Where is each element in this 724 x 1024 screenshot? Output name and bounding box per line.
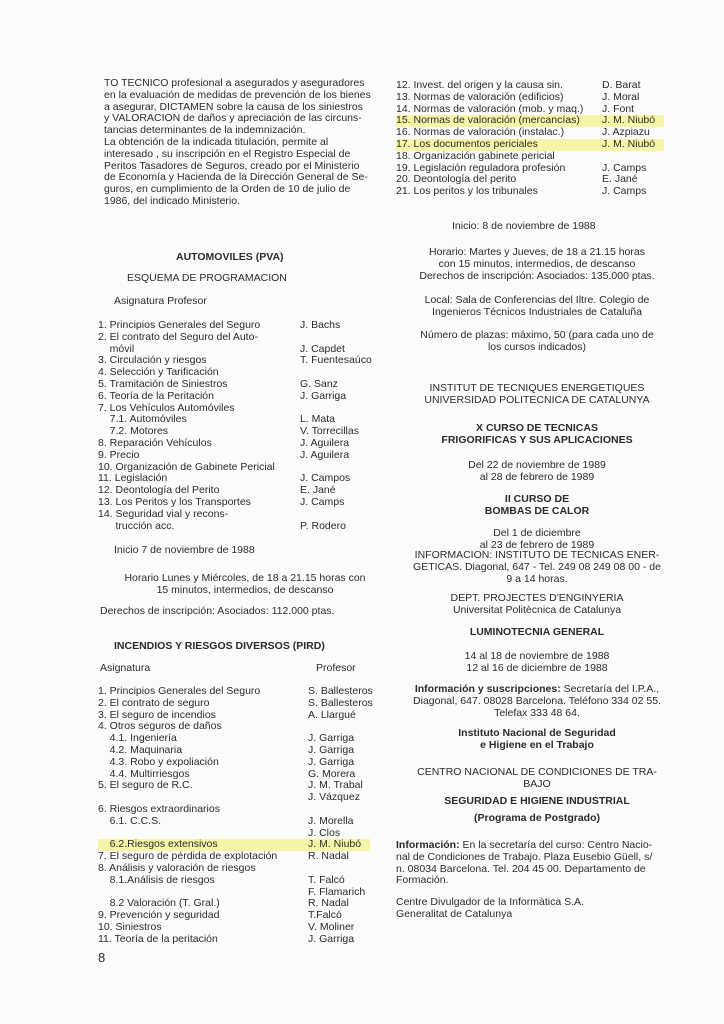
subject-cell: 7. Los Vehículos Automóviles [98,401,235,414]
postgrado-subtitle: (Programa de Postgrado) [473,812,601,824]
professor-cell: V. Moliner [308,921,355,933]
subject-cell: 1. Principios Generales del Seguro [98,319,261,331]
professor-cell: G. Morera [308,767,356,780]
subject-cell: trucción acc. [98,519,175,532]
subject-cell: 7. El seguro de pérdida de explotación [98,850,278,863]
cnct-heading [392,767,682,791]
professor-cell: R. Nadal [308,897,349,910]
right-c2-line: BOMBAS DE CALOR [484,504,590,517]
subject-cell: 17. Los documentos periciales [396,138,538,150]
right-c10-line: X CURSO DE TECNICAS [476,422,598,434]
professor-cell: E. Jané [602,173,638,186]
subject-cell: 4.3. Robo y expoliación [98,755,219,768]
table-row [396,186,692,198]
intro-line: Peritos Tasadores de Seguros, creado por el Ministerio [104,159,360,172]
professor-cell: J. M. Niubó [602,114,656,127]
right-start: Inicio: 8 de noviembre de 1988 [452,220,596,232]
right-c10-line: FRIGORIFICAS Y SUS APLICACIONES [441,433,633,446]
subject-cell: 12. Invest. del origen y la causa sin. [396,79,563,91]
subject-cell: 6. Teoría de la Peritación [98,389,214,402]
table-row [98,816,398,828]
professor-cell: T. Falcó [308,873,345,886]
pva-schedule-line: 15 minutos, intermedios, de descanso [156,583,334,596]
suscripciones-text: Telefax 333 48 64. [494,706,580,719]
subject-cell: 9. Precio [98,448,140,461]
postgrado-info [396,840,652,887]
right-ldates-line: 12 al 16 de diciembre de 1988 [466,661,608,674]
professor-cell: V. Torrecillas [300,425,359,438]
right-centre-line: Generalitat de Catalunya [396,907,513,920]
professor-cell: J. Garriga [308,755,355,768]
subject-cell: 14. Normas de valoración (mob. y maq.) [396,102,584,115]
subject-cell: 4. Otros seguros de daños [98,720,222,733]
right-sched-line: Horario: Martes y Jueves, de 18 a 21.15 horas [429,246,645,258]
professor-cell: J. Garriga [308,744,355,756]
professor-cell: D. Barat [602,79,641,91]
right-schedule [392,247,682,282]
professor-cell: E. Jané [300,484,336,497]
subject-cell: 8. Análisis y valoración de riesgos [98,862,256,874]
subject-cell: 10. Organización de Gabinete Pericial [98,460,275,473]
subject-cell: 19. Legislación reguladora profesión [396,161,566,174]
right-places [392,330,682,354]
pva-start: Inicio 7 de noviembre de 1988 [114,544,255,556]
professor-cell: J. M. Niubó [602,138,656,150]
intro-line: interesado , su inscripción en el Registro Especial de [104,147,351,160]
subject-cell: 6.1. C.C.S. [98,814,162,827]
professor-cell: J. Aguilera [300,448,350,461]
right-d2-line: al 23 de febrero de 1989 [479,538,595,551]
curso-10-title [392,423,682,447]
professor-cell: J. Clos [308,826,341,839]
postgrado-info-text: n. 08034 Barcelona. Tel. 204 45 00. Departamento de [396,862,646,875]
subject-cell: 2. El contrato de seguro [98,696,210,709]
subject-cell: 6.2.Riesgos extensivos [98,838,218,851]
subject-cell: 3. Circulación y riesgos [98,354,207,367]
professor-cell: J. Azpiazu [602,126,650,139]
professor-cell: J. Garriga [300,389,347,402]
subject-cell: 5. El seguro de R.C. [98,779,193,792]
subject-cell: 7.2. Motores [98,425,169,438]
postgrado-info-text: Formación. [396,874,449,887]
subject-cell: 16. Normas de valoración (instalac.) [396,126,565,139]
right-dept-line: Universitat Politècnica de Catalunya [452,603,622,616]
pva-title: AUTOMOVILES (PVA) [176,251,284,263]
professor-cell: R. Nadal [308,850,349,863]
professor-cell: S. Ballesteros [308,685,373,697]
subject-cell: 2. El contrato del Seguro del Auto- [98,330,258,343]
professor-cell: T.Falcó [308,909,342,922]
right-info-line: 9 a 14 horas. [506,572,568,585]
professor-cell: J. Moral [602,90,640,103]
subject-cell: 8.2 Valoración (T. Gral.) [98,897,220,910]
postgrado-info-text: En la secretaría del curso: Centro Nacio- [459,839,653,851]
seguridad-title: SEGURIDAD E HIGIENE INDUSTRIAL [444,795,630,807]
subject-cell: 4. Selección y Tarificación [98,366,219,379]
page-number: 8 [98,950,106,965]
right-cnct-line: CENTRO NACIONAL DE CONDICIONES DE TRA- [417,766,657,778]
subject-cell: 4.1. Ingeniería [98,732,177,745]
subject-cell: 15. Normas de valoración (mercancías) [396,114,580,127]
postgrado-info-text: nal de Condiciones de Trabajo. Plaza Eusebio Güell, s/ [396,850,653,863]
intro-line: tancias determinantes de la indemnización. [104,124,306,137]
intro-line: guros, en cumplimiento de la Orden de 10 de julio de [104,183,351,196]
table-row [98,521,390,533]
professor-cell: J. Aguilera [300,437,350,449]
professor-cell: J. Camps [602,161,647,174]
subject-cell: 12. Deontología del Perito [98,484,220,497]
right-centre-line: Centre Divulgador de la Informàtica S.A. [396,896,584,908]
intro-line: en la evaluación de medidas de prevención de los bienes [104,88,371,101]
right-d2-line: Del 1 de diciembre [493,527,581,539]
right-d10-line: al 28 de febrero de 1989 [479,470,595,483]
professor-cell: J. Garriga [308,932,355,945]
luminotecnia-title: LUMINOTECNIA GENERAL [469,626,605,638]
suscripciones-text: Secretaría del I.P.A., [560,683,660,695]
right-dept-line: DEPT. PROJECTES D'ENGINYERIA [450,592,624,604]
right-local [392,295,682,319]
right-places-line: Número de plazas: máximo, 50 (para cada uno de [420,329,654,341]
postgrado-info-label: Información: [396,839,460,851]
professor-cell: J. Capdet [300,342,345,355]
right-inst-line: INSTITUT DE TECNIQUES ENERGETIQUES [429,382,645,394]
professor-cell: J. Vázquez [308,791,360,804]
intro-line: y VALORACION de daños y apreciación de las circuns- [104,112,362,125]
table-row [98,934,398,946]
centre-divulgador [396,897,584,921]
subject-cell: 8.1.Análisis de riesgos [98,873,215,886]
pva-subtitle: ESQUEMA DE PROGRAMACION [127,272,287,284]
right-info-line: GETICAS. Diagonal, 647 - Tel. 249 08 249 08 00 - de [413,560,661,573]
professor-cell: J. Morella [308,814,354,827]
right-c2-line: II CURSO DE [504,493,570,505]
professor-cell: J. Campos [300,472,351,485]
right-sched-line: con 15 minutos, intermedios, de descanso [438,257,636,270]
professor-cell: T. Fuentesaúco [300,354,372,367]
subject-cell: 13. Los Peritos y los Transportes [98,496,251,508]
institut-heading [392,383,682,407]
right-d10-line: Del 22 de noviembre de 1989 [468,459,606,471]
intro-line: La obtención de la indicada titulación, permite al [104,135,329,148]
pird-title: INCENDIOS Y RIESGOS DIVERSOS (PIRD) [114,640,325,652]
right-insht-line: Instituto Nacional de Seguridad [458,727,616,739]
professor-cell: J. M. Trabal [308,779,363,792]
professor-cell: J. Camps [602,185,647,198]
subject-cell: 21. Los peritos y los tribunales [396,185,538,198]
professor-cell: J. Garriga [308,732,355,745]
right-insht-line: e Higiene en el Trabajo [480,738,594,751]
curso-10-dates [392,460,682,484]
subject-cell: 8. Reparación Vehículos [98,437,212,449]
professor-cell: A. Llargué [308,708,356,721]
professor-cell: J. M. Niubó [308,838,362,851]
pva-schedule [100,573,390,597]
dept-heading [392,593,682,617]
subject-cell: móvil [98,342,135,355]
curso-2-info [392,550,682,585]
intro-paragraph [104,78,386,208]
table-row [98,875,398,887]
subject-cell: 9. Prevención y seguridad [98,909,220,922]
subject-cell: 13. Normas de valoración (edificios) [396,90,564,103]
professor-cell: L. Mata [300,413,336,426]
intro-line: a asegurar, DICTAMEN sobre la causa de los siniestros [104,100,363,113]
subject-cell: 4.4. Multirriesgos [98,767,190,780]
subject-cell: 6. Riesgos extraordinarios [98,803,220,815]
right-sched-line: Derechos de inscripción: Asociados: 135.000 ptas. [419,269,655,282]
table-row [98,332,390,344]
right-inst-line: UNIVERSIDAD POLITECNICA DE CATALUNYA [424,393,650,406]
subject-cell: 4.2. Maquinaria [98,744,183,756]
subject-cell: 1. Principios Generales del Seguro [98,685,261,697]
intro-line: TO TECNICO profesional a asegurados y aseguradores [104,77,365,89]
right-local-line: Local: Sala de Conferencias del Iltre. Colegio de [424,294,650,306]
suscripciones [392,684,682,719]
pva-header: Asignatura Profesor [114,295,207,307]
right-ldates-line: 14 al 18 de noviembre de 1988 [464,650,610,662]
subject-cell: 3. El seguro de incendios [98,708,216,721]
curso-2-title [392,494,682,518]
subject-cell: 5. Tramitación de Siniestros [98,378,228,390]
subject-cell: 7.1. Automóviles [98,413,187,426]
pird-col-subject: Asignatura [100,662,151,674]
right-info-line: INFORMACION: INSTITUTO DE TECNICAS ENER- [414,549,660,561]
professor-cell: P. Rodero [300,519,346,532]
professor-cell: G. Sanz [300,378,338,390]
right-places-line: los cursos indicados) [487,340,587,353]
subject-cell: 20. Deontología del perito [396,173,517,186]
right-local-line: Ingenieros Técnicos Industriales de Cataluña [432,305,642,318]
subject-cell: 10. Siniestros [98,921,162,933]
pird-col-prof: Profesor [316,662,356,674]
insht-heading [392,728,682,752]
professor-cell: J. Font [602,102,635,115]
subject-cell: 11. Teoría de la peritación [98,932,218,945]
pva-fees: Derechos de inscripción: Asociados: 112.000 ptas. [100,605,335,617]
intro-line: de Economía y Hacienda de la Dirección General de Se- [104,171,368,184]
subject-cell: 14. Seguridad vial y recons- [98,507,229,520]
professor-cell: J. Bachs [300,319,341,331]
professor-cell: J. Camps [300,496,345,508]
pva-schedule-line: Horario Lunes y Miércoles, de 18 a 21.15 horas con [124,572,366,584]
subject-cell: 11. Legislación [98,472,168,485]
right-cnct-line: BAJO [523,777,551,790]
intro-line: 1986, del indicado Ministerio. [104,194,240,207]
suscripciones-text: Diagonal, 647. 08028 Barcelona. Teléfono 334 02 55. [413,694,661,707]
suscripciones-label: Información y suscripciones: [414,683,561,695]
professor-cell: F. Flamarich [308,885,366,898]
luminotecnia-dates [392,651,682,675]
subject-cell: 18. Organización gabinete pericial [396,149,555,162]
professor-cell: S. Ballesteros [308,696,373,709]
